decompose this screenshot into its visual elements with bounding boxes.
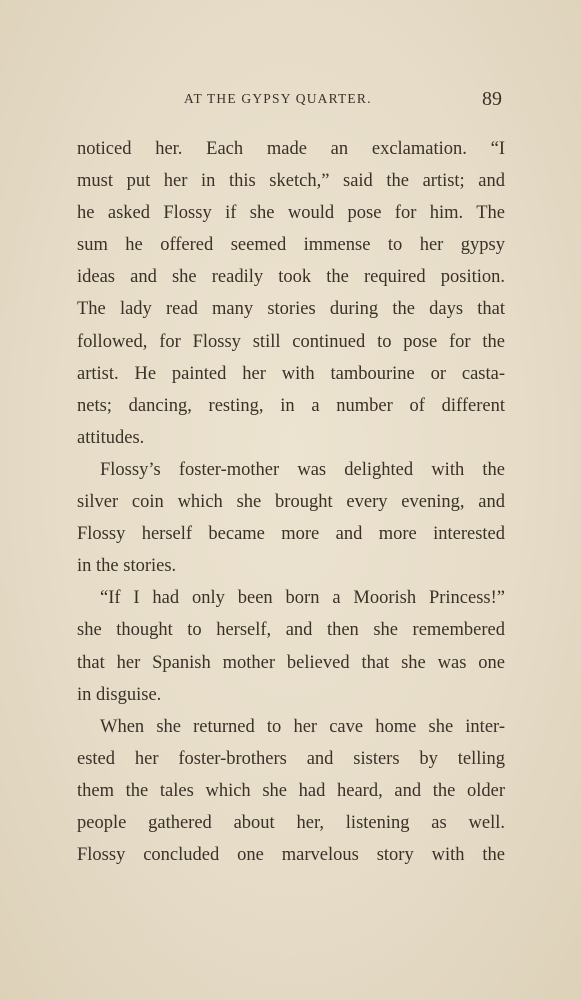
- text-line: The lady read many stories during the days that: [77, 299, 505, 320]
- text-line: ideas and she readily took the required position.: [77, 267, 505, 288]
- text-line: sum he offered seemed immense to her gypsy: [77, 235, 505, 256]
- text-line: Flossy herself became more and more interested: [77, 524, 505, 545]
- text-line: When she returned to her cave home she inter-: [100, 716, 505, 737]
- running-title: AT THE GYPSY QUARTER.: [184, 91, 372, 106]
- text-line: she thought to herself, and then she remembered: [77, 620, 505, 641]
- text-line: in disguise.: [77, 684, 162, 705]
- text-line: noticed her. Each made an exclamation. “I: [77, 139, 505, 159]
- body-text: [77, 133, 505, 871]
- page-number: 89: [482, 88, 502, 110]
- text-line: he asked Flossy if she would pose for him. The: [77, 203, 505, 224]
- text-line: “If I had only been born a Moorish Princess!”: [100, 588, 505, 609]
- text-line: Flossy concluded one marvelous story with the: [77, 845, 505, 866]
- text-line: Flossy’s foster-mother was delighted with the: [100, 459, 505, 480]
- text-line: must put her in this sketch,” said the artist; and: [77, 171, 505, 192]
- text-line: followed, for Flossy still continued to pose for the: [77, 331, 505, 352]
- running-head: [0, 88, 581, 114]
- text-line: people gathered about her, listening as well.: [77, 812, 505, 833]
- text-line: ested her foster-brothers and sisters by telling: [77, 748, 505, 769]
- text-line: attitudes.: [77, 427, 145, 448]
- text-line: artist. He painted her with tambourine or casta-: [77, 363, 505, 384]
- text-line: silver coin which she brought every evening, and: [77, 492, 505, 513]
- text-line: in the stories.: [77, 556, 177, 577]
- text-line: them the tales which she had heard, and the older: [77, 780, 505, 801]
- text-line: nets; dancing, resting, in a number of different: [77, 395, 505, 416]
- text-line: that her Spanish mother believed that she was one: [77, 652, 505, 673]
